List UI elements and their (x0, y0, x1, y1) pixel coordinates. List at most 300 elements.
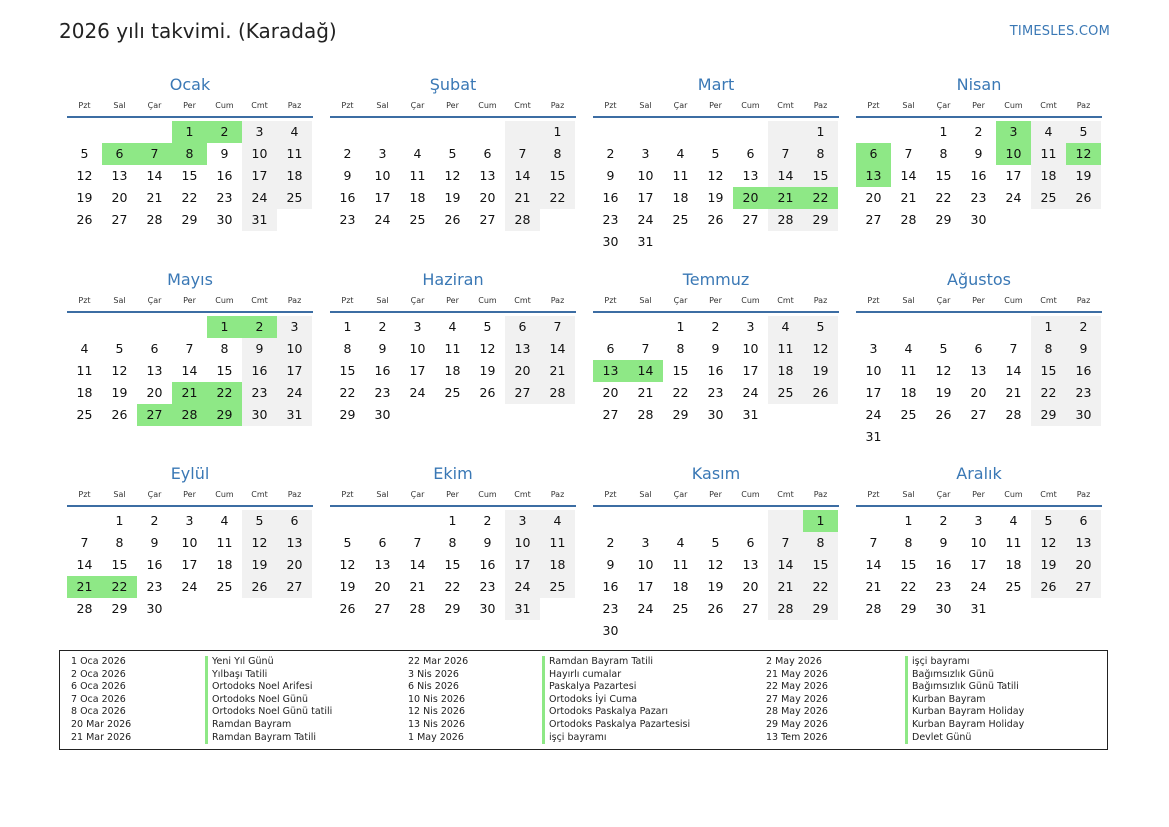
weekday-label: Cmt (777, 101, 794, 110)
empty-day-cell (996, 598, 1031, 620)
day-cell: 10 (277, 338, 312, 360)
day-cell: 21 (865, 579, 882, 594)
empty-day-cell (1031, 209, 1066, 231)
day-cell: 19 (242, 554, 277, 576)
day-cell: 18 (409, 190, 426, 205)
week-row (330, 338, 576, 360)
day-cell: 21 (900, 190, 917, 205)
week-row (593, 576, 839, 598)
day-cell: 27 (111, 212, 128, 227)
page-title: 2026 yılı takvimi. (Karadağ) (59, 19, 337, 43)
weekday-label: Çar (673, 490, 688, 499)
weekday-label: Cum (215, 101, 234, 110)
day-cell: 4 (413, 146, 422, 161)
week-row (593, 532, 839, 554)
day-cell: 6 (505, 316, 540, 338)
day-cell: 12 (444, 168, 461, 183)
day-cell: 12 (935, 363, 952, 378)
day-cell: 22 (444, 579, 461, 594)
day-cell: 21 (505, 187, 540, 209)
holiday-day-cell: 22 (102, 576, 137, 598)
weekday-label: Per (709, 490, 722, 499)
week-row (593, 510, 839, 532)
day-cell: 17 (970, 557, 987, 572)
day-cell: 27 (742, 212, 759, 227)
site-link[interactable]: TIMESLES.COM (1009, 24, 1110, 39)
empty-day-cell (733, 620, 768, 642)
week-row (593, 554, 839, 576)
empty-day-cell (470, 404, 505, 426)
day-cell: 30 (374, 407, 391, 422)
day-cell: 29 (935, 212, 952, 227)
day-cell: 9 (711, 341, 720, 356)
day-cell: 10 (637, 168, 654, 183)
day-cell: 4 (80, 341, 89, 356)
day-cell: 16 (216, 168, 233, 183)
day-cell: 9 (343, 168, 352, 183)
day-cell: 2 (483, 513, 492, 528)
day-cell: 14 (505, 165, 540, 187)
month-divider (67, 505, 313, 507)
weekday-label: Cum (478, 101, 497, 110)
day-cell: 19 (707, 190, 724, 205)
week-row (593, 338, 839, 360)
day-cell: 19 (339, 579, 356, 594)
weekday-header (330, 487, 576, 503)
day-cell: 27 (479, 212, 496, 227)
day-cell: 19 (803, 360, 838, 382)
holiday-date: 2 Oca 2026 (71, 668, 126, 680)
holiday-day-cell: 12 (1066, 143, 1101, 165)
weekday-header (593, 293, 839, 309)
holiday-date: 7 Oca 2026 (71, 693, 126, 705)
empty-day-cell (996, 209, 1031, 231)
week-row (330, 532, 576, 554)
empty-day-cell (926, 316, 961, 338)
day-cell: 4 (277, 121, 312, 143)
day-cell: 19 (444, 190, 461, 205)
day-cell: 15 (444, 557, 461, 572)
weekday-label: Pzt (341, 101, 354, 110)
holiday-day-cell: 21 (67, 576, 102, 598)
day-cell: 16 (339, 190, 356, 205)
weekday-label: Per (446, 101, 459, 110)
day-cell: 12 (242, 532, 277, 554)
day-cell: 29 (803, 209, 838, 231)
day-cell: 28 (409, 601, 426, 616)
week-row (593, 360, 839, 382)
empty-day-cell (593, 121, 628, 143)
day-cell: 18 (540, 554, 575, 576)
day-cell: 29 (339, 407, 356, 422)
week-row (856, 143, 1102, 165)
month-block (856, 73, 1102, 231)
empty-day-cell (67, 316, 102, 338)
week-row (67, 404, 313, 426)
holiday-name: Ortodoks Noel Günü tatili (205, 706, 332, 719)
holiday-date: 22 Mar 2026 (408, 656, 469, 667)
weekday-label: Cum (741, 296, 760, 305)
holiday-date: 21 Mar 2026 (71, 731, 132, 743)
day-cell: 10 (637, 557, 654, 572)
weekday-header (67, 98, 313, 114)
day-cell: 1 (448, 513, 457, 528)
day-cell: 23 (707, 385, 724, 400)
empty-day-cell (628, 510, 663, 532)
day-cell: 7 (641, 341, 650, 356)
empty-day-cell (628, 620, 663, 642)
week-row (330, 316, 576, 338)
day-cell: 19 (1031, 554, 1066, 576)
day-cell: 18 (216, 557, 233, 572)
holiday-name-column (542, 656, 690, 744)
day-cell: 13 (111, 168, 128, 183)
day-cell: 4 (768, 316, 803, 338)
week-row (856, 187, 1102, 209)
day-cell: 9 (378, 341, 387, 356)
day-cell: 17 (1005, 168, 1022, 183)
day-cell: 15 (216, 363, 233, 378)
week-row (67, 576, 313, 598)
week-row (856, 165, 1102, 187)
day-cell: 10 (742, 341, 759, 356)
month-name: Ağustos (947, 270, 1011, 289)
week-row (856, 532, 1102, 554)
holiday-day-cell: 22 (207, 382, 242, 404)
day-cell: 18 (277, 165, 312, 187)
day-cell: 20 (277, 554, 312, 576)
month-divider (67, 311, 313, 313)
day-cell: 11 (672, 557, 689, 572)
weekday-label: Çar (673, 296, 688, 305)
day-cell: 5 (115, 341, 124, 356)
empty-day-cell (400, 404, 435, 426)
empty-day-cell (803, 620, 838, 642)
month-divider (856, 116, 1102, 118)
holiday-name: Paskalya Pazartesi (542, 681, 690, 694)
weekday-label: Cmt (514, 490, 531, 499)
day-cell: 27 (602, 407, 619, 422)
day-cell: 5 (483, 319, 492, 334)
day-cell: 2 (939, 513, 948, 528)
empty-day-cell (435, 404, 470, 426)
weekday-header (330, 293, 576, 309)
day-cell: 2 (1066, 316, 1101, 338)
week-row (856, 316, 1102, 338)
weekday-label: Paz (1076, 296, 1091, 305)
empty-day-cell (803, 231, 838, 253)
weekday-label: Cum (1004, 296, 1023, 305)
day-cell: 18 (444, 363, 461, 378)
day-cell: 30 (146, 601, 163, 616)
week-row (67, 382, 313, 404)
day-cell: 25 (444, 385, 461, 400)
day-cell: 16 (242, 360, 277, 382)
day-cell: 13 (505, 338, 540, 360)
day-cell: 4 (540, 510, 575, 532)
day-cell: 18 (768, 360, 803, 382)
day-cell: 9 (483, 535, 492, 550)
empty-day-cell (277, 209, 312, 231)
weekday-label: Paz (287, 296, 302, 305)
weekday-header (330, 98, 576, 114)
day-cell: 10 (865, 363, 882, 378)
day-cell: 12 (479, 341, 496, 356)
day-cell: 14 (409, 557, 426, 572)
empty-day-cell (400, 510, 435, 532)
day-cell: 20 (146, 385, 163, 400)
weekday-label: Cum (741, 490, 760, 499)
day-cell: 2 (711, 319, 720, 334)
empty-day-cell (172, 316, 207, 338)
day-cell: 28 (768, 209, 803, 231)
day-cell: 28 (768, 598, 803, 620)
holiday-date-column (71, 656, 131, 744)
day-cell: 19 (111, 385, 128, 400)
day-cell: 10 (374, 168, 391, 183)
day-cell: 19 (1066, 165, 1101, 187)
weekday-label: Per (972, 490, 985, 499)
day-cell: 14 (76, 557, 93, 572)
day-cell: 26 (935, 407, 952, 422)
holiday-name: Kurban Bayram Holiday (905, 706, 1024, 719)
month-name: Mayıs (167, 270, 213, 289)
day-cell: 6 (746, 535, 755, 550)
day-cell: 14 (181, 363, 198, 378)
holiday-date-column (766, 656, 828, 744)
weekday-label: Pzt (604, 490, 617, 499)
week-row (330, 187, 576, 209)
day-cell: 11 (1031, 143, 1066, 165)
empty-day-cell (400, 121, 435, 143)
day-cell: 15 (1031, 360, 1066, 382)
day-cell: 4 (220, 513, 229, 528)
weekday-label: Sal (113, 490, 126, 499)
empty-day-cell (470, 121, 505, 143)
weekday-label: Per (972, 101, 985, 110)
month-name: Haziran (422, 270, 484, 289)
day-cell: 6 (606, 341, 615, 356)
empty-day-cell (242, 598, 277, 620)
empty-day-cell (435, 121, 470, 143)
weekday-label: Per (972, 296, 985, 305)
holiday-day-cell: 21 (768, 187, 803, 209)
day-cell: 22 (935, 190, 952, 205)
month-block (67, 73, 313, 231)
day-cell: 12 (76, 168, 93, 183)
day-cell: 14 (768, 554, 803, 576)
day-cell: 9 (242, 338, 277, 360)
day-cell: 8 (343, 341, 352, 356)
day-cell: 23 (1066, 382, 1101, 404)
weekday-label: Pzt (78, 101, 91, 110)
weekday-label: Cum (478, 296, 497, 305)
day-cell: 29 (672, 407, 689, 422)
day-cell: 13 (742, 557, 759, 572)
empty-day-cell (891, 426, 926, 448)
day-cell: 8 (115, 535, 124, 550)
empty-day-cell (768, 404, 803, 426)
day-cell: 23 (216, 190, 233, 205)
day-cell: 24 (409, 385, 426, 400)
week-row (856, 426, 1102, 448)
day-cell: 7 (768, 532, 803, 554)
weekday-label: Cmt (514, 296, 531, 305)
day-cell: 17 (742, 363, 759, 378)
day-cell: 12 (111, 363, 128, 378)
week-row (67, 121, 313, 143)
week-row (593, 404, 839, 426)
day-cell: 4 (676, 146, 685, 161)
day-cell: 10 (409, 341, 426, 356)
week-row (67, 165, 313, 187)
weekday-header (593, 487, 839, 503)
weekday-label: Pzt (341, 490, 354, 499)
empty-day-cell (996, 316, 1031, 338)
holiday-date: 1 May 2026 (408, 731, 464, 743)
weekday-label: Cum (478, 490, 497, 499)
holiday-name: Ortodoks Paskalya Pazarı (542, 706, 690, 719)
week-row (330, 554, 576, 576)
day-cell: 25 (900, 407, 917, 422)
day-cell: 3 (242, 121, 277, 143)
day-cell: 1 (939, 124, 948, 139)
day-cell: 7 (80, 535, 89, 550)
day-cell: 13 (742, 168, 759, 183)
day-cell: 13 (479, 168, 496, 183)
week-row (593, 316, 839, 338)
day-cell: 27 (742, 601, 759, 616)
day-cell: 18 (76, 385, 93, 400)
weekday-label: Per (709, 296, 722, 305)
empty-day-cell (996, 426, 1031, 448)
empty-day-cell (768, 121, 803, 143)
day-cell: 3 (641, 535, 650, 550)
weekday-label: Cmt (251, 101, 268, 110)
day-cell: 21 (768, 576, 803, 598)
day-cell: 25 (409, 212, 426, 227)
weekday-label: Cmt (251, 296, 268, 305)
day-cell: 13 (277, 532, 312, 554)
day-cell: 30 (1066, 404, 1101, 426)
holiday-date: 13 Tem 2026 (766, 731, 828, 743)
empty-day-cell (803, 404, 838, 426)
weekday-label: Sal (639, 101, 652, 110)
weekday-label: Pzt (604, 296, 617, 305)
week-row (67, 316, 313, 338)
weekday-label: Cmt (777, 296, 794, 305)
day-cell: 8 (540, 143, 575, 165)
weekday-label: Cum (1004, 490, 1023, 499)
day-cell: 2 (606, 146, 615, 161)
day-cell: 19 (479, 363, 496, 378)
day-cell: 24 (374, 212, 391, 227)
day-cell: 5 (711, 146, 720, 161)
day-cell: 3 (869, 341, 878, 356)
day-cell: 11 (76, 363, 93, 378)
holiday-day-cell: 3 (996, 121, 1031, 143)
empty-day-cell (330, 510, 365, 532)
holiday-list (59, 650, 1108, 750)
holiday-day-cell: 13 (856, 165, 891, 187)
day-cell: 22 (181, 190, 198, 205)
holiday-name: Ramdan Bayram Tatili (542, 656, 690, 669)
day-cell: 16 (602, 190, 619, 205)
day-cell: 27 (505, 382, 540, 404)
day-cell: 25 (216, 579, 233, 594)
day-cell: 26 (76, 212, 93, 227)
day-cell: 1 (904, 513, 913, 528)
empty-day-cell (628, 316, 663, 338)
empty-day-cell (768, 231, 803, 253)
day-cell: 27 (865, 212, 882, 227)
day-cell: 29 (1031, 404, 1066, 426)
holiday-name: Yeni Yıl Günü (205, 656, 332, 669)
day-cell: 9 (150, 535, 159, 550)
day-cell: 17 (637, 579, 654, 594)
weekday-label: Per (709, 101, 722, 110)
weekday-header (593, 98, 839, 114)
day-cell: 21 (409, 579, 426, 594)
weekday-label: Per (183, 101, 196, 110)
empty-day-cell (67, 121, 102, 143)
empty-day-cell (172, 598, 207, 620)
week-row (856, 510, 1102, 532)
month-divider (593, 311, 839, 313)
day-cell: 4 (1031, 121, 1066, 143)
month-name: Mart (697, 75, 735, 94)
weekday-label: Cum (215, 296, 234, 305)
day-cell: 20 (374, 579, 391, 594)
holiday-day-cell: 21 (172, 382, 207, 404)
day-cell: 15 (111, 557, 128, 572)
day-cell: 14 (768, 165, 803, 187)
day-cell: 3 (974, 513, 983, 528)
day-cell: 11 (768, 338, 803, 360)
day-cell: 6 (277, 510, 312, 532)
day-cell: 11 (1005, 535, 1022, 550)
weekday-label: Sal (376, 296, 389, 305)
weekday-label: Çar (936, 101, 951, 110)
day-cell: 8 (939, 146, 948, 161)
holiday-name: Ortodoks Paskalya Pazartesisi (542, 719, 690, 732)
day-cell: 31 (242, 209, 277, 231)
day-cell: 29 (803, 598, 838, 620)
day-cell: 2 (343, 146, 352, 161)
month-block (67, 462, 313, 620)
calendar-grid (67, 73, 1103, 653)
day-cell: 4 (904, 341, 913, 356)
weekday-label: Per (183, 296, 196, 305)
day-cell: 5 (939, 341, 948, 356)
day-cell: 15 (900, 557, 917, 572)
day-cell: 12 (707, 557, 724, 572)
holiday-day-cell: 1 (207, 316, 242, 338)
weekday-label: Sal (902, 101, 915, 110)
holiday-name: Bağımsızlık Günü (905, 669, 1024, 682)
day-cell: 11 (672, 168, 689, 183)
day-cell: 16 (1066, 360, 1101, 382)
day-cell: 21 (146, 190, 163, 205)
day-cell: 23 (242, 382, 277, 404)
weekday-label: Çar (936, 296, 951, 305)
empty-day-cell (733, 231, 768, 253)
weekday-label: Çar (410, 490, 425, 499)
day-cell: 8 (803, 532, 838, 554)
day-cell: 6 (974, 341, 983, 356)
weekday-header (67, 487, 313, 503)
day-cell: 26 (707, 212, 724, 227)
